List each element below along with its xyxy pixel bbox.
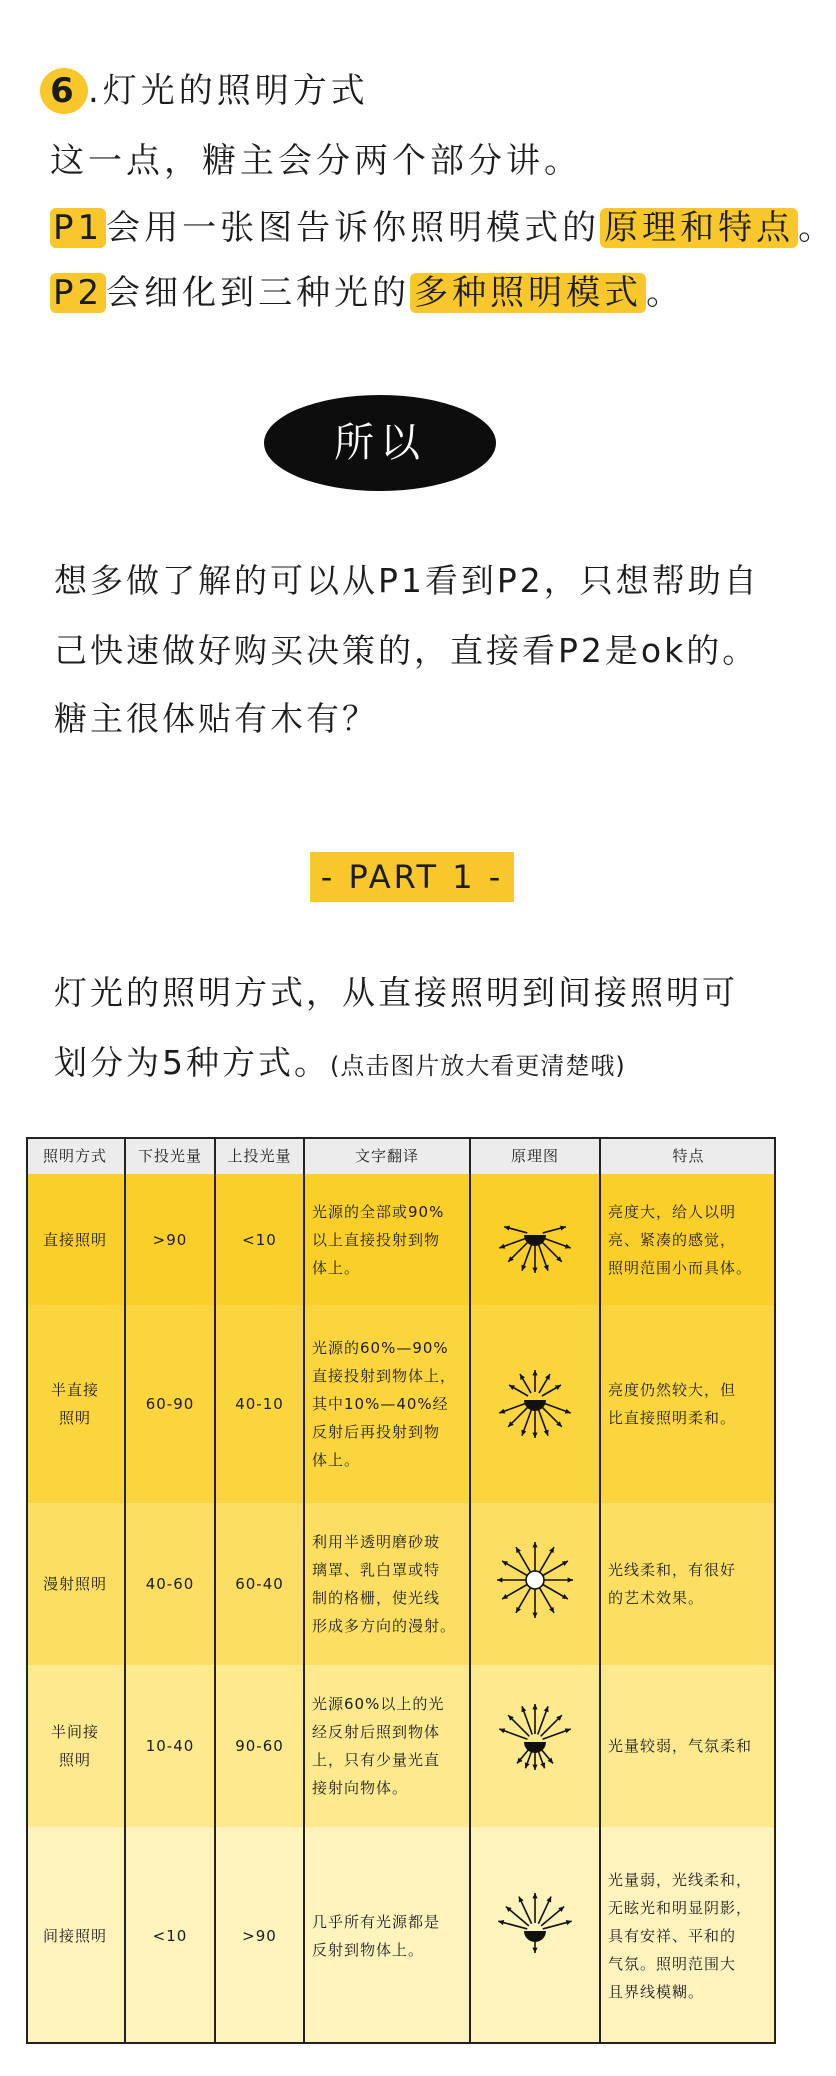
description-line: 光源60%以上的光 (312, 1695, 445, 1713)
up-light-ratio: >90 (216, 1827, 305, 2044)
p1-end: 。 (798, 208, 836, 248)
up-light-ratio: <10 (216, 1174, 305, 1305)
principle-diagram (471, 1503, 601, 1665)
feature-line: 亮度仍然较大，但 (608, 1381, 737, 1399)
intro-line-1: 这一点，糖主会分两个部分讲。 (50, 141, 582, 181)
feature-text (601, 1305, 776, 1503)
feature-text (601, 1503, 776, 1665)
description-line: 形成多方向的漫射。 (312, 1617, 457, 1635)
table-header-cell: 文字翻译 (305, 1137, 471, 1174)
up-light-ratio: 90-60 (216, 1665, 305, 1827)
p2-highlight: 多种照明模式 (410, 273, 646, 313)
description-line: 经反射后照到物体 (312, 1723, 441, 1741)
mode-name-line: 漫射照明 (42, 1575, 107, 1593)
table-row (26, 1827, 776, 2044)
description-line: 其中10%—40%经 (312, 1395, 449, 1413)
feature-line: 光线柔和，有很好 (608, 1561, 737, 1579)
para-line-1: 想多做了解的可以从P1看到P2，只想帮助自 (54, 561, 760, 600)
description-line: 璃罩、乳白罩或特 (312, 1561, 441, 1579)
description-line: 反射到物体上。 (312, 1940, 425, 1959)
mode-name-line: 照明 (58, 1751, 91, 1769)
feature-line: 无眩光和明显阴影， (608, 1898, 753, 1917)
principle-diagram (471, 1665, 601, 1827)
p1-tag: P1 (50, 208, 106, 248)
p1-highlight: 原理和特点 (600, 208, 798, 248)
intro-line-p1 (50, 203, 836, 253)
mode-name-line: 半直接 (50, 1381, 99, 1399)
table-row (26, 1665, 776, 1829)
desc-note: (点击图片放大看更清楚哦) (330, 1052, 626, 1080)
down-light-ratio: >90 (126, 1174, 216, 1305)
table-row (26, 1174, 776, 1307)
feature-line: 光量较弱，气氛柔和 (608, 1737, 753, 1755)
feature-text (601, 1665, 776, 1827)
feature-line: 且界线模糊。 (608, 1982, 705, 2001)
description-text (305, 1174, 471, 1305)
light-distribution-icon (490, 1355, 580, 1454)
lighting-mode-name (26, 1174, 126, 1305)
table-header-row (26, 1137, 776, 1176)
lighting-mode-name (26, 1827, 126, 2044)
p2-text: 会细化到三种光的 (106, 273, 411, 313)
feature-line: 具有安祥、平和的 (608, 1926, 737, 1945)
principle-diagram (471, 1827, 601, 2044)
light-distribution-icon (490, 1190, 580, 1289)
table-row (26, 1503, 776, 1667)
desc-text: 划分为5种方式。 (54, 1043, 330, 1082)
up-light-ratio: 40-10 (216, 1305, 305, 1503)
description-text (305, 1665, 471, 1827)
feature-line: 亮、紧凑的感觉， (608, 1230, 737, 1249)
description-line: 上，只有少量光直 (312, 1751, 441, 1769)
feature-text (601, 1174, 776, 1305)
mode-name-line: 直接照明 (42, 1230, 107, 1249)
description-text (305, 1305, 471, 1503)
description-line: 以上直接投射到物 (312, 1230, 441, 1249)
description-line: 制的格栅，使光线 (312, 1589, 441, 1607)
description-line: 直接投射到物体上， (312, 1367, 457, 1385)
up-light-ratio: 60-40 (216, 1503, 305, 1665)
feature-line: 照明范围小而具体。 (608, 1258, 753, 1277)
description-line: 利用半透明磨砂玻 (312, 1533, 441, 1551)
light-distribution-icon (490, 1535, 580, 1634)
description-text (305, 1503, 471, 1665)
feature-line: 气氛。照明范围大 (608, 1954, 737, 1973)
description-line: 几乎所有光源都是 (312, 1912, 441, 1931)
so-pill: 所以 (264, 395, 496, 491)
table-header-cell: 特点 (672, 1146, 705, 1165)
light-distribution-icon (490, 1886, 580, 1985)
lighting-mode-name (26, 1665, 126, 1827)
mode-name-line: 照明 (58, 1409, 91, 1427)
desc-line-1: 灯光的照明方式，从直接照明到间接照明可 (54, 973, 738, 1012)
description-line: 光源的60%—90% (312, 1339, 449, 1357)
p1-text: 会用一张图告诉你照明模式的 (106, 208, 601, 248)
part-label: - PART 1 - (310, 852, 514, 902)
down-light-ratio: 60-90 (126, 1305, 216, 1503)
description-line: 反射后再投射到物 (312, 1423, 441, 1441)
table-row (26, 1305, 776, 1505)
description-line: 光源的全部或90% (312, 1202, 445, 1221)
p2-tag: P2 (50, 273, 106, 313)
description-line: 接射向物体。 (312, 1779, 409, 1797)
down-light-ratio: <10 (126, 1827, 216, 2044)
feature-line: 光量弱，光线柔和， (608, 1870, 753, 1889)
lighting-mode-table (26, 1137, 776, 2044)
down-light-ratio: 10-40 (126, 1665, 216, 1827)
mode-name-line: 半间接 (50, 1723, 99, 1741)
description-text (305, 1827, 471, 2044)
lighting-mode-name (26, 1305, 126, 1503)
para-line-3: 糖主很体贴有木有？ (54, 699, 378, 738)
principle-diagram (471, 1305, 601, 1503)
table-header-cell: 原理图 (471, 1137, 601, 1174)
p2-end: 。 (646, 273, 685, 313)
description-line: 体上。 (312, 1258, 361, 1277)
section-heading (40, 66, 369, 116)
table-header-cell: 下投光量 (126, 1137, 216, 1174)
table-header-cell: 上投光量 (216, 1137, 305, 1174)
down-light-ratio: 40-60 (126, 1503, 216, 1665)
table-header-cell: 照明方式 (26, 1137, 126, 1174)
principle-diagram (471, 1174, 601, 1305)
feature-text (601, 1827, 776, 2044)
description-line: 体上。 (312, 1451, 361, 1469)
light-distribution-icon (490, 1697, 580, 1796)
feature-line: 亮度大，给人以明 (608, 1202, 737, 1221)
lighting-mode-name (26, 1503, 126, 1665)
mode-name-line: 间接照明 (42, 1926, 107, 1945)
section-number-badge: 6 (40, 68, 88, 114)
section-title: .灯光的照明方式 (88, 71, 369, 111)
feature-line: 的艺术效果。 (608, 1589, 705, 1607)
desc-line-2 (54, 1038, 626, 1091)
feature-line: 比直接照明柔和。 (608, 1409, 737, 1427)
intro-line-p2 (50, 268, 684, 318)
para-line-2: 己快速做好购买决策的，直接看P2是ok的。 (54, 631, 759, 670)
